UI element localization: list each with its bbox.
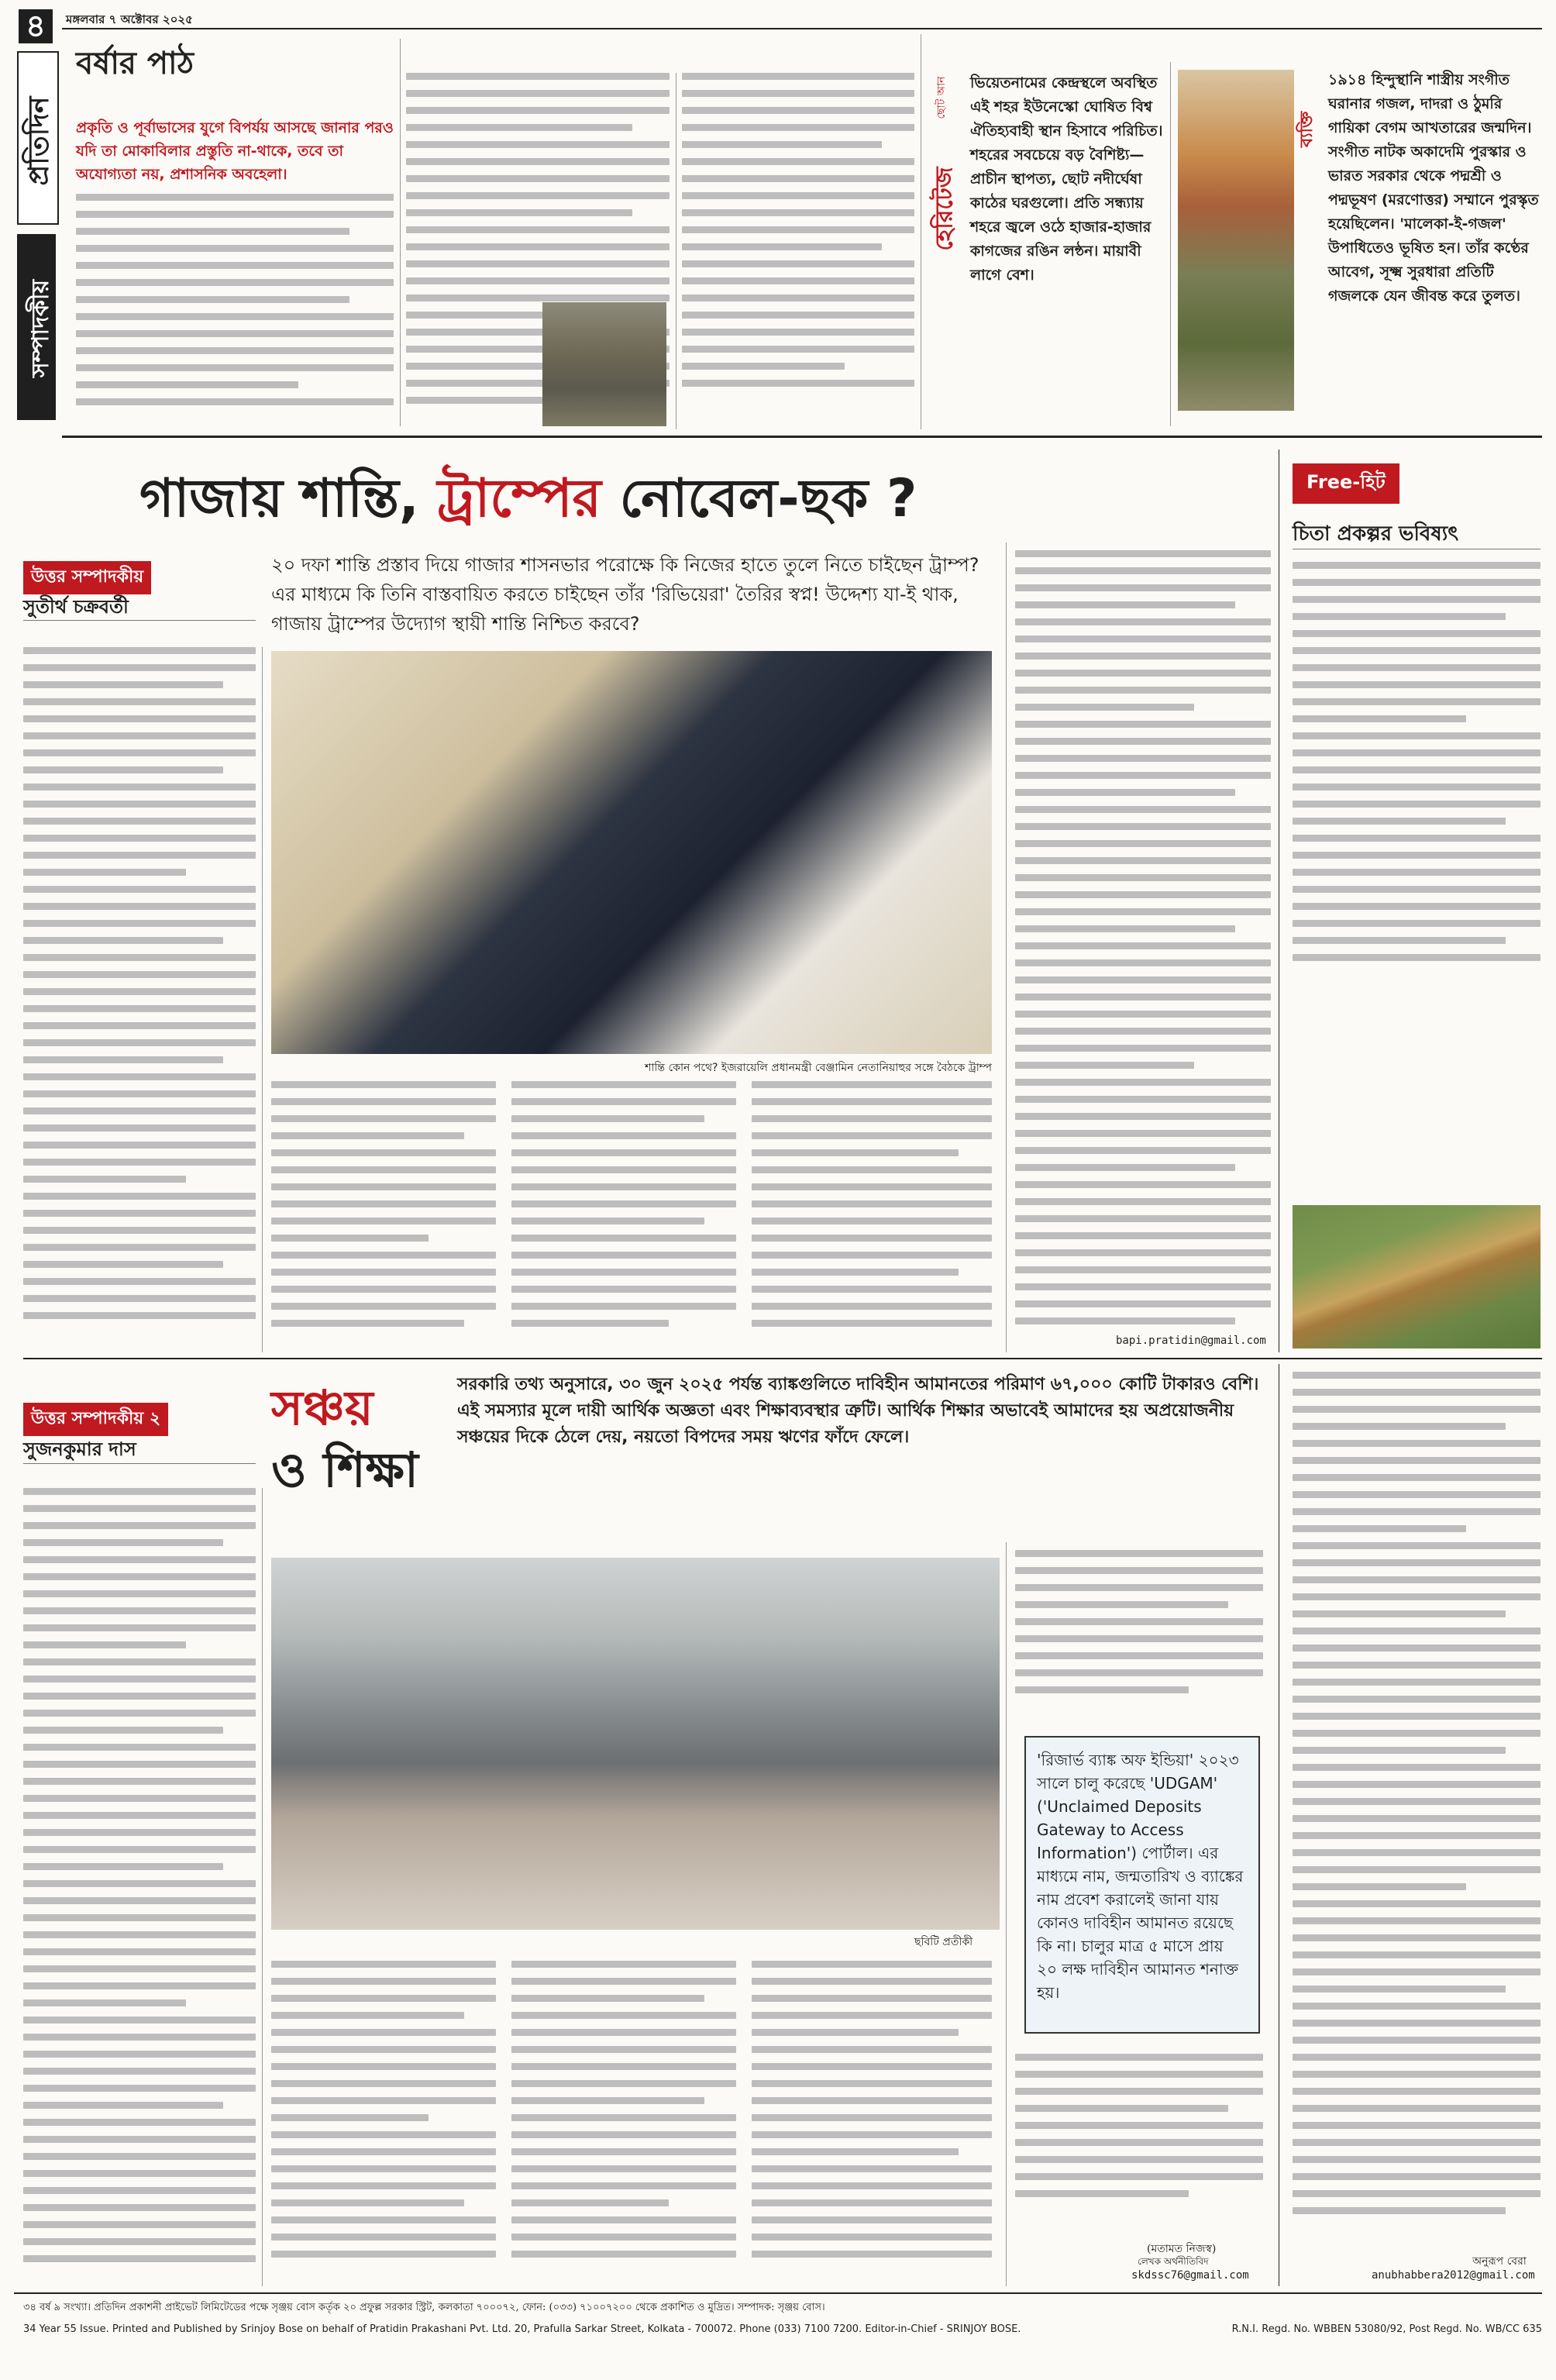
first-editorial-col-4 <box>752 1081 992 1352</box>
main-headline <box>139 457 1224 527</box>
footer-imprint-en: 34 Year 55 Issue. Printed and Published by Srinjoy Bose on behalf of Pratidin Prakashani Pvt. Ltd. 20, Prafulla Sarkar Street, Kolkata - 700072. Phone (033) 7100 7200. Editor-in-Chief - SRINJOY BOSE. <box>23 2323 1021 2335</box>
bank-photo-credit: ছবিটি প্রতীকী <box>914 1936 973 1948</box>
headline-part-3: নোবেল-ছক ? <box>619 468 917 529</box>
editorial-col-1 <box>76 194 394 426</box>
heritage-side-label <box>926 73 966 274</box>
udgam-callout <box>1024 1736 1260 2034</box>
first-editorial-col-2 <box>271 1081 496 1352</box>
second-editorial-col-1 <box>23 1488 256 2286</box>
second-editorial-col-6 <box>1015 2054 1263 2232</box>
first-editorial-col-5 <box>1015 550 1271 1348</box>
second-editorial-col-5 <box>1015 1550 1263 1728</box>
udgam-callout-text: 'রিজার্ভ ব্যাঙ্ক অফ ইন্ডিয়া' ২০২৩ সালে চালু করেছে 'UDGAM' ('Unclaimed Deposits Gateway to Access Information') পোর্টাল। এর মাধ্যমে নাম, জন্মতারিখ ও ব্যাঙ্কের নাম প্রবেশ করালেই জানা যায় কোনও দাবিহীন আমানত রয়েছে কি না। চালুর মাত্র ৫ মাসে প্রায় ২০ লক্ষ দাবিহীন আমানত শনাক্ত হয়। <box>1037 1751 1244 2002</box>
heritage-label-small: ছোট আন <box>935 76 948 119</box>
editorial-col-3 <box>682 73 914 425</box>
free-hit-col-1 <box>1293 562 1541 996</box>
editorial-lead: প্রকৃতি ও পূর্বাভাসের যুগে বিপর্যয় আসছে জানার পরও যদি তা মোকাবিলার প্রস্তুতি না-থাকে, তবে তা অযোগ্যতা নয়, প্রশাসনিক অবহেলা। <box>76 119 394 183</box>
editorial-title: বর্ষার পাঠ <box>76 46 194 81</box>
page-number: ৪ <box>19 9 53 43</box>
flood-photo <box>542 302 666 426</box>
free-hit-byline: অনুরূপ বেরা <box>1472 2255 1527 2268</box>
masthead <box>14 9 57 428</box>
personality-text: ১৯১৪ হিন্দুস্থানি শাস্ত্রীয় সংগীত ঘরানার গজল, দাদরা ও ঠুমরি গায়িকা বেগম আখতারের জন্মদিন। সংগীত নাটক অকাদেমি পুরস্কার ও ভারত সরকার থেকে পদ্মশ্রী ও পদ্মভূষণ (মরণোত্তর) সম্মানে পুরস্কৃত হয়েছিলেন। 'মালেকা-ই-গজল' উপাধিতেও ভূষিত হন। তাঁর কণ্ঠের আবেগ, সূক্ষ্ম সুরধারা প্রতিটি গজলকে যেন জীবন্ত করে তুলত। <box>1328 71 1539 305</box>
footer-regn: R.N.I. Regd. No. WBBEN 53080/92, Post Regd. No. WB/CC 635 <box>1231 2323 1542 2335</box>
second-editorial-col-3 <box>511 1961 736 2286</box>
first-editorial-email: bapi.pratidin@gmail.com <box>1116 1335 1266 1347</box>
netanyahu-trump-photo <box>271 651 992 1054</box>
first-editorial-author: সুতীর্থ চক্রবর্তী <box>23 596 129 618</box>
second-editorial-col-2 <box>271 1961 496 2286</box>
heritage-side-title: হেরিটেজ <box>931 167 959 251</box>
second-editorial-col-4 <box>752 1961 992 2286</box>
headline-part-1: গাজায় শান্তি, <box>139 468 419 529</box>
section-name: সম্পাদকীয় <box>27 279 54 378</box>
paper-name: প্রতিদিন <box>23 96 55 186</box>
date-line: মঙ্গলবার ৭ অক্টোবর ২০২৫ <box>66 12 193 26</box>
headline-part-2: ট্রাম্পের <box>437 468 601 529</box>
free-hit-badge: Free-হিট <box>1293 463 1399 504</box>
personality-side-title: ব্যক্তি <box>1297 111 1317 147</box>
second-editorial-designation: লেখক অর্থনীতিবিদ <box>1138 2256 1209 2267</box>
first-editorial-col-3 <box>511 1081 736 1352</box>
free-hit-email: anubhabbera2012@gmail.com <box>1372 2269 1535 2282</box>
second-editorial-intro: সরকারি তথ্য অনুসারে, ৩০ জুন ২০২৫ পর্যন্ত ব্যাঙ্কগুলিতে দাবিহীন আমানতের পরিমাণ ৬৭,০০০ কোটি টাকারও বেশি। এই সমস্যার মূলে দায়ী আর্থিক অজ্ঞতা এবং শিক্ষাব্যবস্থার ত্রুটি। আর্থিক শিক্ষার অভাবেই আমাদের হয় অপ্রয়োজনীয় সঞ্চয়ের দিকে ঠেলে দেয়, নয়তো বিপদের সময় ঋণের ফাঁদে ফেলে। <box>457 1375 1259 1447</box>
free-hit-col-2 <box>1293 1372 1541 2247</box>
second-editorial-title-2: ও শিক্ষা <box>271 1441 418 1498</box>
cheetah-photo <box>1293 1205 1541 1348</box>
bank-queue-photo <box>271 1558 1000 1930</box>
first-editorial-label: উত্তর সম্পাদকীয় <box>23 561 151 594</box>
second-editorial-author: সুজনকুমার দাস <box>23 1438 136 1460</box>
footer-imprint-bn: ৩৪ বর্ষ ৯ সংখ্যা। প্রতিদিন প্রকাশনী প্রাইভেট লিমিটেডের পক্ষে সৃঞ্জয় বোস কর্তৃক ২০ প্রফুল্ল সরকার স্ট্রিট, কলকাতা ৭০০০৭২, ফোন: (০৩৩) ৭১০০৭২০০ থেকে প্রকাশিত ও মুদ্রিত। সম্পাদক: সৃঞ্জয় বোস। <box>23 2302 825 2313</box>
second-editorial-label: উত্তর সম্পাদকীয় ২ <box>23 1403 168 1436</box>
second-editorial-email: skdssc76@gmail.com <box>1131 2269 1249 2282</box>
photo-caption: শান্তি কোন পথে? ইজরায়েলি প্রধানমন্ত্রী বেঞ্জামিন নেতানিয়াহুর সঙ্গে বৈঠকে ট্রাম্প <box>645 1062 992 1074</box>
first-editorial-intro: ২০ দফা শান্তি প্রস্তাব দিয়ে গাজার শাসনভার পরোক্ষে কি নিজের হাতে তুলে নিতে চাইছেন ট্রাম্প? এর মাধ্যমে কি তিনি বাস্তবায়িত করতে চাইছেন তাঁর 'রিভিয়েরা' তৈরির স্বপ্ন! উদ্দেশ্য যা-ই থাক, গাজায় ট্রাম্পের উদ্যোগ স্থায়ী শান্তি নিশ্চিত করবে? <box>271 554 979 635</box>
second-editorial-title-1: সঞ্চয় <box>271 1379 374 1436</box>
second-editorial-signoff: (মতামত নিজস্ব) <box>1147 2243 1217 2255</box>
first-editorial-col-1 <box>23 647 256 1352</box>
heritage-text: ভিয়েতনামের কেন্দ্রস্থলে অবস্থিত এই শহর ইউনেস্কো ঘোষিত বিশ্ব ঐতিহ্যবাহী স্থান হিসাবে পরিচিত। শহরের সবচেয়ে বড় বৈশিষ্ট্য— প্রাচীন স্থাপত্য, ছোট নদীর্ঘেষা কাঠের ঘরগুলো। প্রতি সন্ধ্যায় শহরে জ্বলে ওঠে হাজার-হাজার কাগজের রঙিন লন্ঠন। মায়াবী লাগে বেশ। <box>970 74 1163 284</box>
vietnam-photo <box>1178 70 1294 411</box>
free-hit-title: চিতা প্রকল্পর ভবিষ্যৎ <box>1293 522 1459 546</box>
